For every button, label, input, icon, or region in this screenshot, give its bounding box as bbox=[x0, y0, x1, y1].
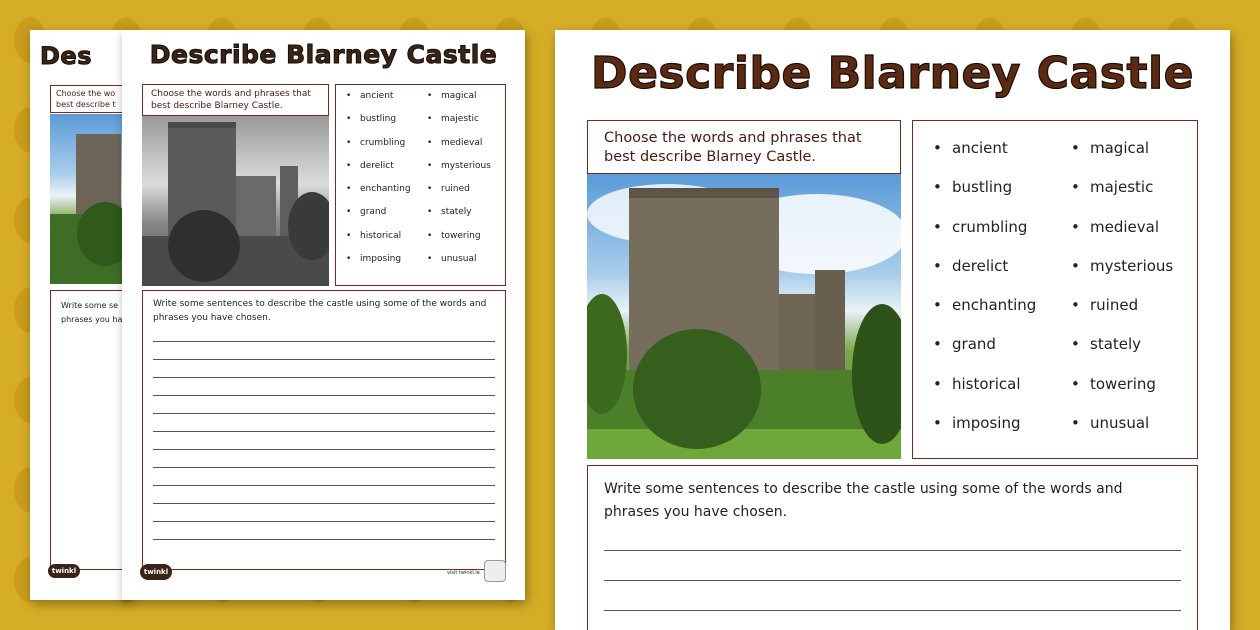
writing-line bbox=[153, 359, 495, 360]
word-item: • majestic bbox=[1071, 178, 1173, 217]
word-item: • towering bbox=[1071, 375, 1173, 414]
writing-line bbox=[153, 341, 495, 342]
word-item: • derelict bbox=[933, 257, 1036, 296]
word-item: • bustling bbox=[933, 178, 1036, 217]
word-item: • grand bbox=[933, 335, 1036, 374]
choose-prompt-small: Choose the words and phrases that best describe Blarney Castle. bbox=[151, 89, 311, 111]
choose-prompt-back: Choose the wo best describe t bbox=[56, 89, 116, 109]
writing-line bbox=[604, 580, 1181, 581]
word-item: • stately bbox=[427, 207, 491, 230]
writing-line bbox=[153, 449, 495, 450]
word-item: • historical bbox=[346, 231, 411, 254]
twinkl-logo-back: twinkl bbox=[48, 564, 80, 578]
word-item: • ancient bbox=[933, 139, 1036, 178]
castle-photo-back bbox=[50, 114, 130, 284]
write-box-back bbox=[50, 290, 130, 570]
writing-line bbox=[604, 550, 1181, 551]
worksheet-title: Describe Blarney Castle bbox=[591, 48, 1194, 99]
word-bank-small bbox=[335, 84, 506, 286]
word-item: • ancient bbox=[346, 91, 411, 114]
word-list-col1-small bbox=[346, 91, 411, 277]
word-bank bbox=[912, 120, 1198, 459]
word-item: • ruined bbox=[1071, 296, 1173, 335]
word-item: • unusual bbox=[1071, 414, 1173, 453]
word-item: • crumbling bbox=[933, 218, 1036, 257]
word-item: • bustling bbox=[346, 114, 411, 137]
word-list-col2 bbox=[1071, 139, 1173, 453]
writing-line bbox=[153, 485, 495, 486]
worksheet-preview-front bbox=[122, 30, 525, 600]
word-item: • mysterious bbox=[1071, 257, 1173, 296]
writing-line bbox=[604, 610, 1181, 611]
write-prompt-back: Write some se phrases you ha bbox=[61, 301, 123, 324]
word-item: • stately bbox=[1071, 335, 1173, 374]
writing-line bbox=[153, 467, 495, 468]
writing-line bbox=[153, 377, 495, 378]
write-prompt: Write some sentences to describe the castle using some of the words and phrases you have chosen. bbox=[604, 481, 1123, 520]
choose-box bbox=[587, 120, 901, 174]
choose-box-small bbox=[142, 84, 329, 116]
castle-illustration-back bbox=[50, 114, 130, 284]
write-box bbox=[587, 465, 1198, 630]
word-item: • unusual bbox=[427, 254, 491, 277]
worksheet-main bbox=[555, 30, 1230, 630]
write-prompt-small: Write some sentences to describe the castle using some of the words and phrases you have chosen. bbox=[153, 299, 487, 323]
word-item: • medieval bbox=[1071, 218, 1173, 257]
castle-illustration-grayscale bbox=[142, 116, 329, 286]
word-item: • imposing bbox=[933, 414, 1036, 453]
word-list-col1 bbox=[933, 139, 1036, 453]
word-item: • historical bbox=[933, 375, 1036, 414]
word-item: • majestic bbox=[427, 114, 491, 137]
worksheet-title-back: Des bbox=[40, 42, 92, 70]
writing-line bbox=[153, 521, 495, 522]
writing-line bbox=[153, 413, 495, 414]
footer-url: visit twinkl.ie bbox=[447, 570, 480, 576]
write-box-small bbox=[142, 290, 506, 570]
word-item: • imposing bbox=[346, 254, 411, 277]
word-item: • magical bbox=[427, 91, 491, 114]
castle-illustration bbox=[587, 174, 901, 459]
word-item: • crumbling bbox=[346, 138, 411, 161]
word-item: • magical bbox=[1071, 139, 1173, 178]
word-list-col2-small bbox=[427, 91, 491, 277]
writing-line bbox=[153, 431, 495, 432]
worksheet-title-small: Describe Blarney Castle bbox=[149, 40, 498, 69]
castle-photo-grayscale bbox=[142, 116, 329, 286]
choose-prompt: Choose the words and phrases that best describe Blarney Castle. bbox=[604, 130, 862, 165]
badge-icon bbox=[484, 560, 506, 582]
twinkl-logo: twinkl bbox=[140, 564, 172, 580]
castle-photo bbox=[587, 174, 901, 459]
word-item: • enchanting bbox=[346, 184, 411, 207]
word-item: • ruined bbox=[427, 184, 491, 207]
word-item: • grand bbox=[346, 207, 411, 230]
word-item: • enchanting bbox=[933, 296, 1036, 335]
writing-line bbox=[153, 539, 495, 540]
word-item: • derelict bbox=[346, 161, 411, 184]
word-item: • towering bbox=[427, 231, 491, 254]
writing-line bbox=[153, 395, 495, 396]
word-item: • medieval bbox=[427, 138, 491, 161]
choose-box-back bbox=[50, 85, 130, 113]
worksheet-preview-back bbox=[30, 30, 130, 600]
writing-line bbox=[153, 503, 495, 504]
word-item: • mysterious bbox=[427, 161, 491, 184]
